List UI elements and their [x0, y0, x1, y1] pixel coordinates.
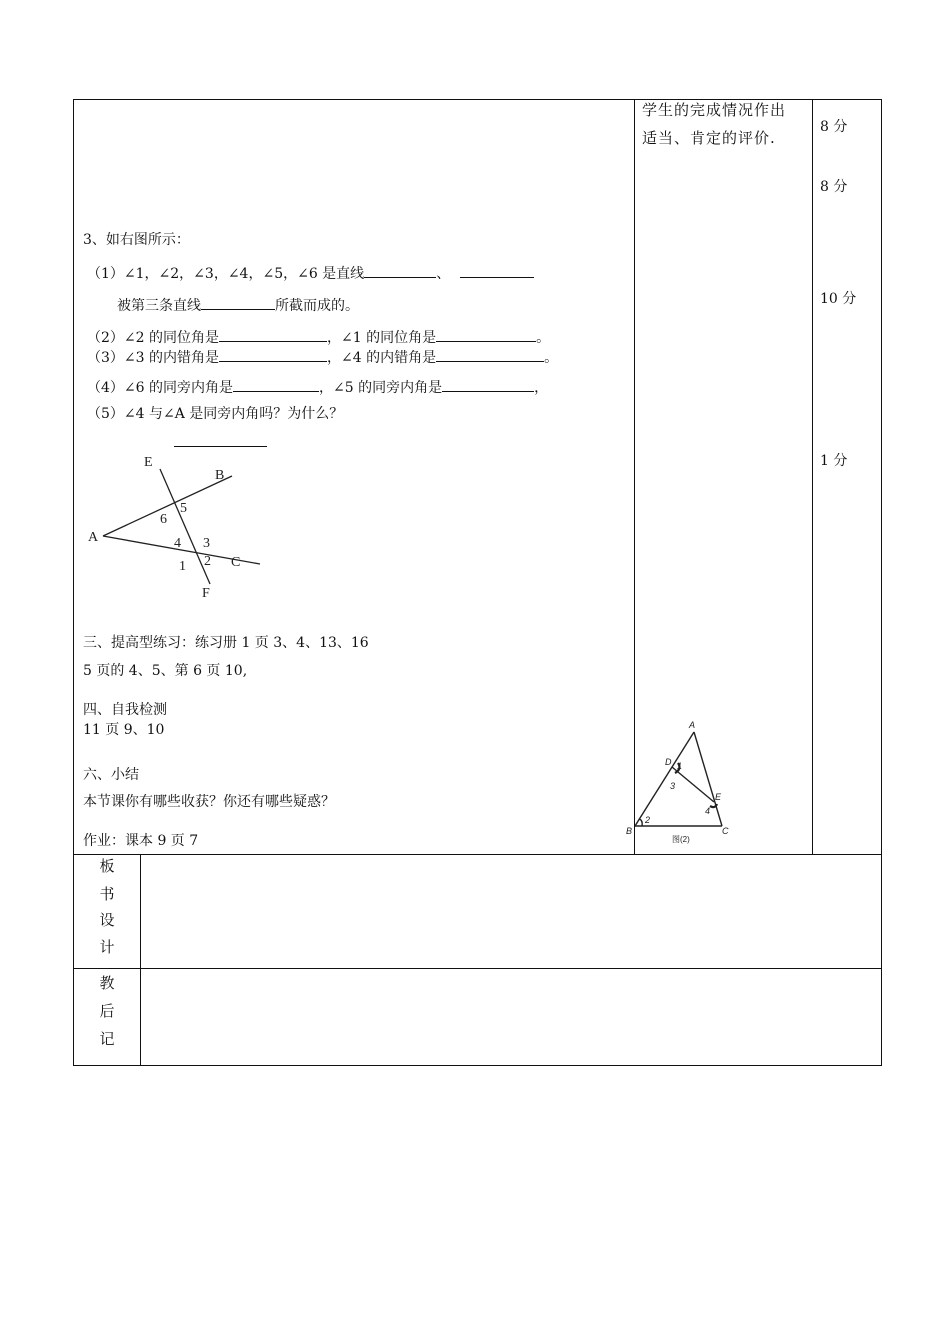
q3-part4	[87, 377, 548, 397]
score-2: 8 分	[820, 179, 848, 195]
score-3: 10 分	[820, 291, 857, 307]
label-3: 3	[203, 536, 210, 551]
label-2: 2	[204, 554, 211, 569]
board-label-3: 设	[99, 911, 115, 929]
blank-line-1[interactable]	[364, 263, 436, 278]
side-AB	[635, 732, 694, 826]
blank-alternate-3[interactable]	[219, 347, 327, 362]
label-4: 4	[174, 536, 181, 551]
q3-part5: （5）∠4 与∠A 是同旁内角吗？为什么？	[87, 406, 344, 422]
q3-part4-a: （4）∠6 的同旁内角是	[87, 380, 233, 396]
angle-arc-4	[710, 804, 717, 807]
tri-label-1: 1	[677, 761, 683, 771]
col-divider-2	[812, 99, 813, 854]
q3-part4-b: ，∠5 的同旁内角是	[319, 380, 443, 396]
teacher-note-line-1: 学生的完成情况作出	[642, 101, 787, 119]
blank-interior-6[interactable]	[233, 377, 319, 392]
board-label-4: 计	[99, 938, 115, 956]
label-6: 6	[160, 512, 167, 527]
angles-figure	[84, 452, 274, 602]
answer-line[interactable]	[174, 446, 267, 447]
blank-transversal[interactable]	[201, 295, 275, 310]
section3-line1: 三、提高型练习：练习册 1 页 3、4、13、16	[83, 635, 369, 651]
label-1: 1	[179, 559, 186, 574]
tri-label-3: 3	[670, 781, 676, 791]
label-E: E	[144, 455, 153, 470]
teacher-note-line-2: 适当、肯定的评价.	[642, 129, 776, 147]
q3-part3-b: ，∠4 的内错角是	[327, 350, 437, 366]
blank-interior-5[interactable]	[442, 377, 534, 392]
board-design-cell[interactable]	[142, 856, 880, 967]
tri-label-D: D	[665, 757, 672, 767]
tri-label-E: E	[715, 792, 722, 802]
q3-part1-sep: 、	[436, 266, 451, 282]
section4-title: 四、自我检测	[83, 702, 167, 718]
segment-DE	[672, 767, 714, 802]
q3-part1-line1	[87, 263, 534, 283]
section3-line2: 5 页的 4、5、第 6 页 10,	[83, 663, 248, 679]
board-label-1: 板	[99, 857, 115, 875]
tri-label-2: 2	[645, 815, 651, 825]
after-class-label-1: 教	[99, 974, 115, 992]
blank-corresponding-2[interactable]	[219, 327, 327, 342]
table-border-left	[73, 99, 74, 1066]
q3-part2-b: ，∠1 的同位角是	[327, 330, 437, 346]
label-5: 5	[180, 501, 187, 516]
tri-caption: 图(2)	[672, 835, 690, 844]
after-class-notes-cell[interactable]	[142, 970, 880, 1064]
q3-part2-end: 。	[536, 330, 551, 346]
label-C: C	[231, 555, 241, 570]
tri-label-A: A	[689, 720, 696, 730]
section6-title: 六、小结	[83, 767, 139, 783]
q3-part3	[87, 347, 558, 367]
board-label-2: 书	[99, 885, 115, 903]
label-A: A	[88, 530, 99, 545]
row-divider-2	[73, 968, 882, 969]
q3-part4-end: ，	[534, 380, 549, 396]
blank-alternate-4[interactable]	[436, 347, 544, 362]
label-col-divider	[140, 854, 141, 1066]
triangle-figure	[622, 716, 742, 850]
section4-line: 11 页 9、10	[83, 722, 165, 738]
table-border-bottom	[73, 1065, 882, 1066]
label-B: B	[215, 468, 225, 483]
tri-label-B: B	[626, 826, 633, 836]
score-1: 8 分	[820, 119, 848, 135]
label-F: F	[202, 586, 210, 601]
after-class-label-2: 后	[99, 1002, 115, 1020]
q3-part2	[87, 327, 550, 347]
q3-part3-a: （3）∠3 的内错角是	[87, 350, 219, 366]
table-border-right	[881, 99, 882, 1066]
q3-part1-text: （1）∠1，∠2，∠3，∠4，∠5，∠6 是直线	[87, 266, 365, 282]
q3-title: 3、如右图所示：	[83, 232, 190, 248]
q3-part1-end: 所截而成的。	[275, 298, 359, 314]
blank-line-2[interactable]	[460, 263, 534, 278]
section6-line: 本节课你有哪些收获？你还有哪些疑惑？	[83, 794, 335, 810]
tri-label-C: C	[722, 826, 729, 836]
blank-corresponding-1[interactable]	[436, 327, 536, 342]
table-border-top	[73, 99, 882, 100]
row-divider-1	[73, 854, 882, 855]
tri-label-4: 4	[705, 806, 711, 816]
homework: 作业：课本 9 页 7	[83, 833, 199, 849]
score-4: 1 分	[820, 453, 848, 469]
q3-part1-cont: 被第三条直线	[117, 298, 201, 314]
q3-part3-end: 。	[544, 350, 559, 366]
q3-part2-a: （2）∠2 的同位角是	[87, 330, 219, 346]
q3-part1-line2	[117, 295, 359, 315]
after-class-label-3: 记	[99, 1030, 115, 1048]
